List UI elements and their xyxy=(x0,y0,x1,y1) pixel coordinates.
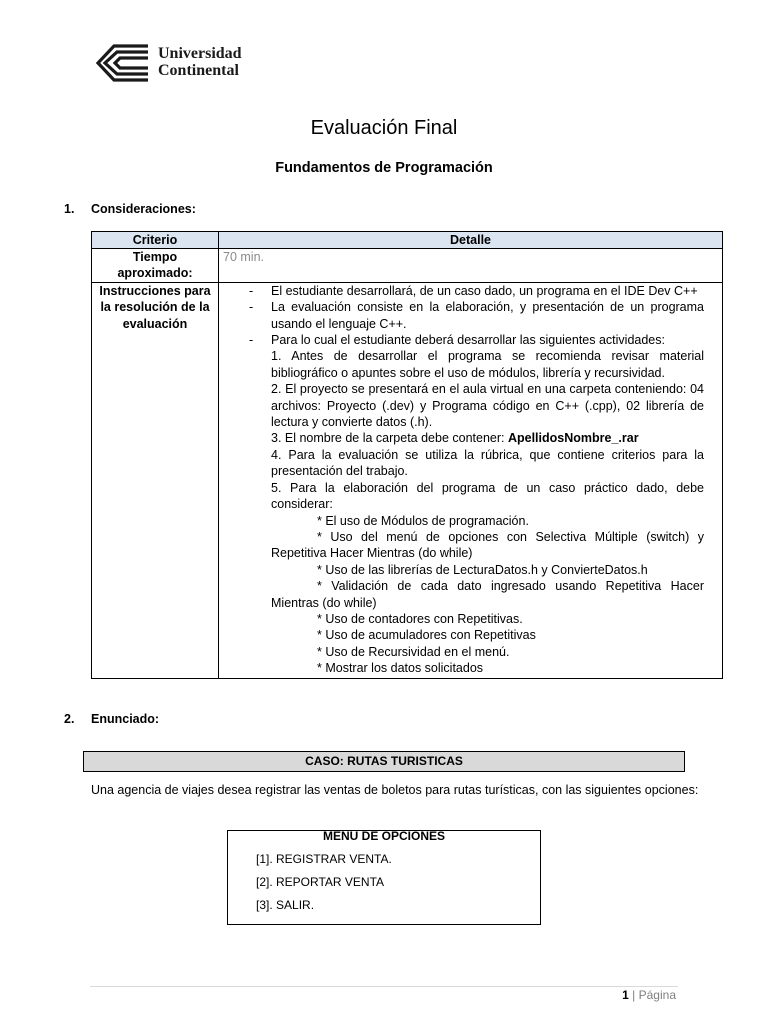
sub-item: * El uso de Módulos de programación. xyxy=(317,513,529,528)
criterion-instructions-detail xyxy=(219,282,723,678)
menu-item: [2]. REPORTAR VENTA xyxy=(256,875,385,889)
page-title: Evaluación Final xyxy=(310,117,458,139)
sub-item: * Uso de Recursividad en el menú. xyxy=(317,644,510,659)
section-label: Consideraciones: xyxy=(91,202,196,216)
footer-page-label: Página xyxy=(638,988,676,1002)
section-number: 2. xyxy=(64,712,75,726)
criterion-time-label: Tiempo aproximado: xyxy=(92,249,219,283)
column-header-detalle: Detalle xyxy=(219,232,723,249)
criterion-instructions-label: Instrucciones para la resolución de la evaluación xyxy=(92,282,219,678)
menu-box xyxy=(227,830,541,925)
step-5: 5. Para la elaboración del programa de un caso práctico dado, debe considerar: xyxy=(271,480,704,512)
list-item: - Para lo cual el estudiante deberá desarrollar las siguientes actividades: 1. Antes de desarrollar el programa se recomienda revisar material bibliográfico o apuntes sobre el uso de módulos, librería y recursividad. 2. El proyecto se presentará en el aula virtual en una carpeta conteniendo: 04 archivos: Proyecto (.dev) y Programa código en C++ (.cpp), 02 librería de lectura y convierte datos (.h). 3. El nombre de la carpeta debe contener: ApellidosNombre_.rar 4. Para la evaluación se utiliza la rúbrica, que contiene criterios para la presentación del trabajo. 5. Para la elaboración del programa de un caso práctico dado, debe considerar: * El uso de Módulos de programación. * Uso del menú de opciones con Selectiva Múltiple (switch) y Repetitiva Hacer Mientras (do while) * Uso de las librerías de LecturaDatos.h y ConvierteDatos.h * Validación de cada dato ingresado usando Repetitiva Hacer Mientras (do while) * Uso de contadores con Repetitivas. * Uso de acumuladores con Repetitivas * Uso de Recursividad en el menú. * Mostrar los datos solicitados xyxy=(249,333,704,676)
step-3: 3. El nombre de la carpeta debe contener: ApellidosNombre_.rar xyxy=(271,431,639,446)
footer-separator: | xyxy=(632,988,636,1002)
sub-item: * Validación de cada dato ingresado usando Repetitiva Hacer Mientras (do while) xyxy=(271,579,704,610)
criteria-table xyxy=(91,231,723,679)
folder-name: ApellidosNombre_.rar xyxy=(507,431,639,446)
step-1: 1. Antes de desarrollar el programa se recomienda revisar material bibliográfico o apuntes sobre el uso de módulos, librería y recursividad. xyxy=(271,349,704,380)
logo-wordmark: Universidad Continental xyxy=(158,45,242,79)
menu-item: [1]. REGISTRAR VENTA. xyxy=(256,852,392,866)
sub-item: * Uso de acumuladores con Repetitivas xyxy=(317,628,536,643)
table-row xyxy=(92,249,723,283)
continental-logo-icon xyxy=(92,42,150,84)
case-title: CASO: RUTAS TURISTICAS xyxy=(83,751,685,772)
step-4: 4. Para la evaluación se utiliza la rúbrica, que contiene criterios para la presentación del trabajo. xyxy=(271,447,704,479)
sub-item: * Uso de las librerías de LecturaDatos.h y ConvierteDatos.h xyxy=(317,562,648,577)
section-number: 1. xyxy=(64,202,75,216)
sub-item: * Uso del menú de opciones con Selectiva Múltiple (switch) y Repetitiva Hacer Mientras (do while) xyxy=(271,529,704,561)
table-header-row xyxy=(92,232,723,249)
page-footer xyxy=(0,988,676,1002)
footer-divider xyxy=(90,986,678,987)
menu-item: [3]. SALIR. xyxy=(256,898,315,912)
sub-item: * Mostrar los datos solicitados xyxy=(317,661,484,676)
list-item: - La evaluación consiste en la elaboración, y presentación de un programa usando el lenguaje C++. xyxy=(249,300,704,331)
step-2: 2. El proyecto se presentará en el aula virtual en una carpeta conteniendo: 04 archivos: Proyecto (.dev) y Programa código en C++ (.cpp), 02 librería de lectura y convierte datos (.h). xyxy=(271,382,704,430)
list-item: - El estudiante desarrollará, de un caso dado, un programa en el IDE Dev C++ xyxy=(249,283,698,298)
page-number: 1 xyxy=(622,988,629,1002)
column-header-criterio: Criterio xyxy=(92,232,219,249)
sub-item: * Uso de contadores con Repetitivas. xyxy=(317,611,523,626)
table-row xyxy=(92,282,723,678)
criterion-time-value: 70 min. xyxy=(219,249,723,283)
instructions-list xyxy=(223,283,718,677)
menu-title: MENU DE OPCIONES xyxy=(322,829,445,843)
page-subtitle: Fundamentos de Programación xyxy=(275,160,493,176)
university-logo xyxy=(92,42,252,84)
section-label: Enunciado: xyxy=(91,712,160,726)
case-intro: Una agencia de viajes desea registrar las ventas de boletos para rutas turísticas, con las siguientes opciones: xyxy=(91,783,699,797)
